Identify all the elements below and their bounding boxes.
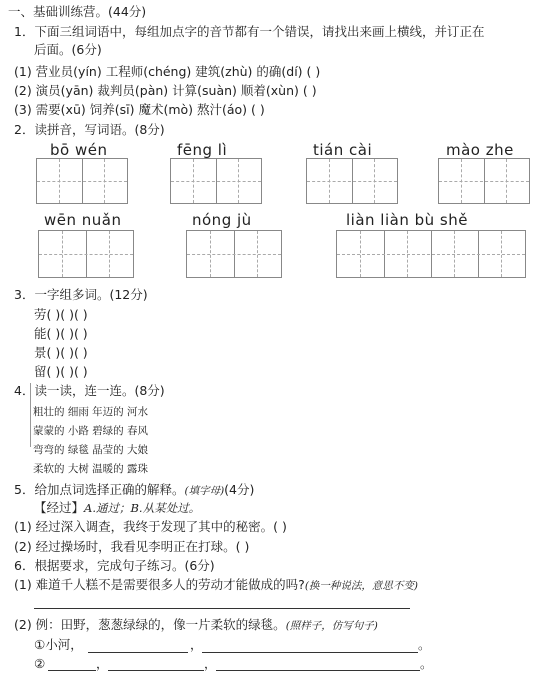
q6-ans1-period: 。 [418,637,431,652]
writing-grid-lianlianbushe[interactable] [336,230,526,278]
pinyin-wennuan: wēn nuǎn [44,211,122,229]
q6-ans2-label: ② [34,656,46,671]
q1-item-2: (2) 演员(yān) 裁判员(pàn) 计算(suàn) 顺着(xùn) ( ) [14,83,317,98]
q6-ans1-label: ①小河， [34,637,83,652]
writing-grid-tiancai[interactable] [306,158,398,204]
q4-row-2: 蒙蒙的 小路 碧绿的 春风 [33,425,149,437]
q2-title: 2．读拼音，写词语。(8分) [14,122,165,137]
q5-options [34,500,200,516]
q6-ans1-comma: ， [190,637,203,652]
q6-item2-text: (2) 例：田野，葱葱绿绿的，像一片柔软的绿毯。 [14,617,286,632]
q6-ans2-blank-1[interactable] [48,670,96,671]
q6-item1-hint: (换一种说法，意思不变) [304,580,419,592]
q6-ans2-blank-3[interactable] [216,670,420,671]
q6-title: 6．根据要求，完成句子练习。(6分) [14,558,215,573]
q1-item-1: (1) 营业员(yín) 工程师(chéng) 建筑(zhù) 的确(dí) ( ) [14,64,321,79]
q3-item-liu: 留( )( )( ) [34,364,88,379]
pinyin-nongju: nóng jù [192,211,252,229]
q5-options-text: A.通过；B.从某处过。 [84,501,201,515]
q5-title-text: 5．给加点词选择正确的解释。 [14,482,185,497]
q3-item-lao: 劳( )( )( ) [34,307,88,322]
q6-ans1-blank-2[interactable] [202,652,418,653]
q6-item2-hint: (照样子，仿写句子) [285,620,378,632]
q1-line1: 1．下面三组词语中，每组加点字的音节都有一个错误，请找出来画上横线，并订正在 [14,24,485,39]
q6-answer-line-1[interactable] [34,608,410,609]
connect-bar [30,383,31,447]
pinyin-maozhe: mào zhe [446,141,514,159]
writing-grid-wennuan[interactable] [38,230,134,278]
q6-item-2 [14,617,378,634]
q6-ans1-blank-1[interactable] [88,652,188,653]
q3-item-neng: 能( )( )( ) [34,326,88,341]
writing-grid-fengli[interactable] [170,158,262,204]
writing-grid-maozhe[interactable] [438,158,530,204]
q6-ans2-blank-2[interactable] [108,670,204,671]
q1-item-3: (3) 需要(xū) 饲养(sī) 魔术(mò) 熬汁(áo) ( ) [14,102,265,117]
writing-grid-bowen[interactable] [36,158,128,204]
section-title: 一、基础训练营。(44分) [8,4,147,19]
q6-ans2-period: 。 [420,656,433,671]
q5-points: (4分) [224,482,255,497]
q6-ans2-comma-1: ， [96,656,109,671]
q4-row-3: 弯弯的 绿毯 晶莹的 大娘 [33,444,149,456]
q6-item1-text: (1) 难道千人糕不是需要很多人的劳动才能做成的吗? [14,577,305,592]
q4-row-1: 粗壮的 细雨 年迈的 河水 [33,406,149,418]
q5-item-2: (2) 经过操场时，我看见李明正在打球。( ) [14,539,250,554]
q5-title [14,482,254,499]
pinyin-lianlianbushe: liàn liàn bù shě [346,211,468,229]
q5-item-1: (1) 经过深入调查，我终于发现了其中的秘密。( ) [14,519,287,534]
q3-item-jing: 景( )( )( ) [34,345,88,360]
writing-grid-nongju[interactable] [186,230,282,278]
q4-row-4: 柔软的 大树 温暖的 露珠 [33,463,149,475]
q1-line2: 后面。(6分) [34,42,102,57]
pinyin-fengli: fēng lì [177,141,228,159]
q5-options-label: 【经过】 [34,500,85,515]
q3-title: 3．一字组多词。(12分) [14,287,148,302]
q6-item-1 [14,577,418,594]
q4-title: 4．读一读，连一连。(8分) [14,383,165,398]
q5-hint: (填字母) [184,485,225,497]
q6-ans2-comma-2: ， [204,656,217,671]
pinyin-bowen: bō wén [50,141,108,159]
pinyin-tiancai: tián cài [313,141,373,159]
